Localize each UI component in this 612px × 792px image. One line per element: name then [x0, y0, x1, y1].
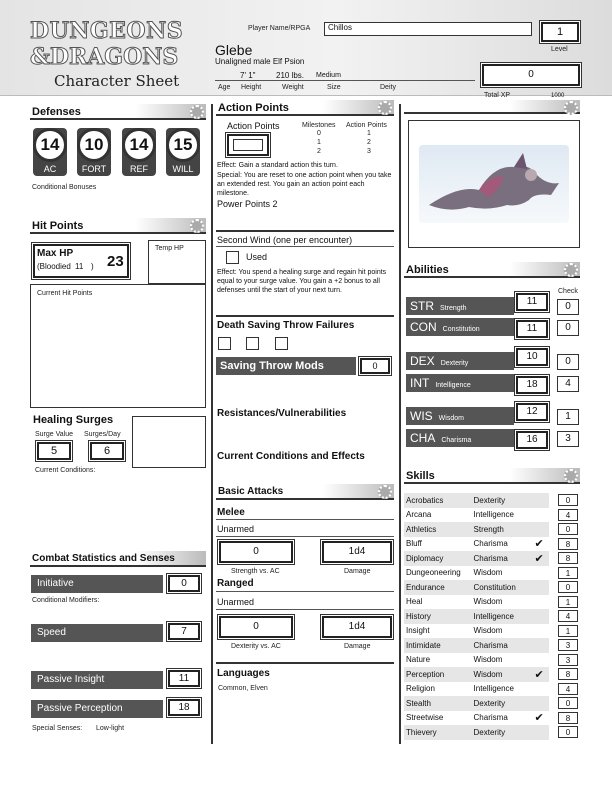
defense-ac	[33, 128, 67, 176]
skill-ability: Wisdom	[473, 626, 503, 636]
surges-notes-box[interactable]	[132, 416, 206, 468]
skill-ability: Wisdom	[473, 597, 503, 607]
skill-value-field[interactable]: 8	[558, 712, 578, 724]
skill-ability: Strength	[472, 522, 529, 537]
skill-row	[404, 696, 580, 711]
current-conditions-title: Current Conditions and Effects	[217, 451, 365, 462]
ability-con	[406, 318, 514, 336]
logo-dungeons: DUNGEONS	[30, 18, 184, 44]
skill-trained-check-icon[interactable]	[529, 682, 549, 697]
defense-label: FORT	[81, 164, 107, 174]
check-label: Check	[558, 288, 578, 295]
skill-row	[404, 682, 580, 697]
skill-row	[404, 580, 580, 595]
portrait-header	[404, 100, 580, 114]
character-description: Unaligned male Elf Psion	[215, 57, 305, 66]
skill-ability: Charisma	[473, 713, 508, 723]
skill-value-field[interactable]: 0	[558, 523, 578, 535]
ability-abbr: CON	[410, 320, 437, 334]
logo-dragons: &DRAGONS	[30, 44, 179, 70]
ability-score-field[interactable]: 10	[516, 348, 548, 366]
surge-value-field[interactable]: 5	[37, 442, 71, 460]
languages-rule	[216, 662, 394, 664]
ability-int	[406, 374, 514, 392]
ability-score-field[interactable]: 11	[516, 293, 548, 311]
skill-ability: Intelligence	[473, 510, 515, 520]
melee-weapon-line	[216, 536, 394, 537]
column-divider-left	[211, 104, 213, 744]
melee-damage-label: Damage	[344, 568, 371, 575]
hit-points-header: Hit Points	[30, 218, 206, 234]
melee-damage-field[interactable]: 1d4	[322, 541, 392, 563]
size-value[interactable]: Medium	[316, 72, 341, 79]
skill-ability: Wisdom	[472, 667, 529, 682]
defense-will	[166, 128, 200, 176]
ap-column-label: Action Points	[346, 122, 387, 129]
skill-ability: Charisma	[473, 539, 508, 549]
skill-name: Arcana	[406, 510, 432, 520]
second-wind-underline	[216, 246, 394, 247]
player-name-label: Player Name/RPGA	[248, 25, 311, 32]
skill-trained-check-icon[interactable]	[529, 638, 549, 653]
skill-name: Thievery	[404, 725, 472, 740]
level-field[interactable]: 1	[541, 22, 579, 42]
power-points: Power Points 2	[217, 199, 278, 209]
height-value[interactable]: 7' 1"	[240, 71, 256, 80]
skill-value-field[interactable]: 0	[558, 494, 578, 506]
melee-label: Melee	[217, 507, 245, 518]
skill-trained-check-icon[interactable]	[529, 653, 549, 668]
defense-label: AC	[43, 164, 57, 174]
special-senses-value: Low-light	[96, 725, 125, 732]
skill-row	[404, 653, 580, 668]
skill-row	[404, 609, 580, 624]
ability-name: Strength	[440, 305, 467, 312]
ability-check-field[interactable]: 0	[557, 354, 579, 370]
skill-name: Acrobatics	[404, 493, 472, 508]
ability-abbr: INT	[410, 376, 430, 390]
character-portrait-frame	[408, 120, 580, 248]
ability-score-field[interactable]: 12	[516, 403, 548, 421]
milestones-label: Milestones	[302, 122, 336, 129]
skill-value-field[interactable]: 8	[558, 668, 578, 680]
temp-hp-label: Temp HP	[155, 245, 184, 252]
max-hp-value: 23	[107, 253, 124, 270]
deity-label: Deity	[380, 84, 396, 91]
defense-value[interactable]: 15	[166, 128, 200, 162]
action-points-field[interactable]	[227, 134, 269, 156]
second-wind-title: Second Wind (one per encounter)	[217, 235, 353, 245]
skill-row	[404, 508, 580, 523]
skill-value-field[interactable]: 4	[558, 683, 578, 695]
second-wind-used-label: Used	[246, 252, 268, 262]
size-label: Size	[327, 84, 341, 91]
skill-name: Athletics	[404, 522, 472, 537]
ranged-rule	[216, 591, 394, 592]
passive-insight-field[interactable]: 11	[168, 670, 200, 687]
ability-abbr: CHA	[410, 431, 436, 445]
ability-score-field[interactable]: 16	[516, 431, 548, 449]
current-hp-label: Current Hit Points	[37, 290, 93, 297]
passive-perception-label: Passive Perception	[31, 700, 163, 718]
skill-row	[404, 725, 580, 740]
skill-trained-check-icon[interactable]	[529, 522, 549, 537]
skill-row	[404, 711, 580, 726]
xp-next-level: 1000	[551, 93, 565, 99]
ability-dex	[406, 352, 514, 370]
skill-row	[404, 624, 580, 639]
melee-attack-field[interactable]: 0	[219, 541, 293, 563]
skill-name: Insight	[406, 626, 430, 636]
skill-name: History	[404, 609, 472, 624]
ability-wis	[406, 407, 514, 425]
skill-name: Diplomacy	[404, 551, 472, 566]
skill-trained-check-icon[interactable]: ✔	[529, 667, 549, 682]
ranged-attack-field[interactable]: 0	[219, 616, 293, 638]
skill-ability: Dexterity	[472, 725, 529, 740]
logo-character-sheet: Character Sheet	[54, 72, 180, 90]
skill-value-field[interactable]: 1	[558, 625, 578, 637]
saving-throw-mods-label: Saving Throw Mods	[216, 357, 356, 375]
skill-ability: Charisma	[472, 551, 529, 566]
skill-value-field[interactable]: 4	[558, 610, 578, 622]
surge-value-label: Surge Value	[35, 431, 74, 438]
death-save-checkbox-1[interactable]	[218, 337, 231, 350]
conditional-modifiers-label: Conditional Modifiers:	[32, 597, 100, 604]
defense-label: WILL	[172, 164, 194, 174]
languages-title: Languages	[217, 668, 270, 679]
conditional-bonuses-label: Conditional Bonuses	[32, 184, 97, 191]
character-portrait-image	[419, 145, 569, 223]
skill-name: Intimidate	[404, 638, 472, 653]
death-save-rule	[216, 315, 394, 317]
special-senses-label: Special Senses:	[32, 725, 83, 732]
action-points-label: Action Points	[227, 121, 280, 131]
skill-trained-check-icon[interactable]	[529, 508, 549, 523]
languages-list: Common, Elven	[218, 685, 268, 692]
ability-name: Wisdom	[438, 415, 464, 422]
column-divider-right	[399, 104, 401, 744]
skill-trained-check-icon[interactable]	[529, 580, 549, 595]
defenses-header: Defenses	[30, 104, 206, 120]
ability-name: Dexterity	[440, 360, 469, 367]
skill-trained-check-icon[interactable]	[529, 566, 549, 581]
ranged-damage-label: Damage	[344, 643, 371, 650]
skill-name: Religion	[406, 684, 435, 694]
skill-name: Streetwise	[406, 713, 444, 723]
skill-value-field[interactable]: 8	[558, 552, 578, 564]
skill-value-field[interactable]: 3	[558, 654, 578, 666]
action-special: Special: You are reset to one action point when you take an extended rest. You gain an action point each milestone.	[217, 172, 392, 197]
ranged-damage-field[interactable]: 1d4	[322, 616, 392, 638]
milestone-value: 1	[317, 139, 321, 146]
skill-trained-check-icon[interactable]	[529, 696, 549, 711]
skills-table	[404, 493, 580, 740]
ability-name: Intelligence	[435, 382, 471, 389]
skill-ability: Constitution	[472, 580, 529, 595]
defense-value[interactable]: 14	[33, 128, 67, 162]
gear-icon	[564, 263, 578, 277]
milestone-ap-value: 1	[367, 130, 371, 137]
current-hp-box[interactable]	[30, 284, 206, 408]
bloodied-label: (Bloodied	[37, 262, 71, 271]
saving-throw-mods-field[interactable]: 0	[360, 358, 390, 374]
height-label: Height	[241, 84, 262, 91]
skill-trained-check-icon[interactable]: ✔	[534, 712, 544, 725]
skill-row	[404, 595, 580, 610]
xp-label: Total XP	[484, 92, 511, 99]
max-hp-label: Max HP	[37, 248, 74, 259]
gear-icon	[378, 485, 392, 499]
skill-ability: Wisdom	[473, 568, 503, 578]
bloodied-close: )	[91, 262, 94, 271]
defense-ref	[122, 128, 156, 176]
skill-ability: Dexterity	[472, 696, 529, 711]
skill-trained-check-icon[interactable]	[529, 595, 549, 610]
death-save-checkbox-3[interactable]	[275, 337, 288, 350]
temp-hp-box[interactable]	[148, 240, 206, 284]
gear-icon	[564, 101, 578, 115]
passive-insight-label: Passive Insight	[31, 671, 163, 689]
xp-field[interactable]: 0	[482, 64, 580, 86]
ability-abbr: STR	[410, 299, 434, 313]
skill-row	[404, 522, 580, 537]
defense-fort	[77, 128, 111, 176]
ability-check-field[interactable]: 0	[557, 299, 579, 315]
ability-check-field[interactable]: 0	[557, 320, 579, 336]
skill-value-field[interactable]: 8	[558, 538, 578, 550]
surges-day-label: Surges/Day	[84, 431, 121, 438]
initiative-field[interactable]: 0	[168, 575, 200, 592]
ability-score-field[interactable]: 11	[516, 320, 548, 338]
ranged-attack-label: Dexterity vs. AC	[231, 643, 281, 650]
skill-value-field[interactable]: 0	[558, 697, 578, 709]
skill-trained-check-icon[interactable]	[529, 725, 549, 740]
ranged-weapon[interactable]: Unarmed	[217, 597, 255, 607]
weight-label: Weight	[282, 84, 304, 91]
second-wind-effect: Effect: You spend a healing surge and regain hit points equal to your surge value. You gain a +2 bonus to all defenses until the start of your next turn.	[217, 269, 387, 294]
initiative-label: Initiative	[31, 575, 163, 593]
ability-abbr: WIS	[410, 409, 433, 423]
ability-str	[406, 297, 514, 315]
age-label: Age	[218, 84, 231, 91]
level-label: Level	[551, 46, 568, 53]
skill-name: Nature	[406, 655, 431, 665]
ability-score-field[interactable]: 18	[516, 376, 548, 394]
skill-trained-check-icon[interactable]	[529, 493, 549, 508]
max-hp-box[interactable]	[33, 244, 129, 278]
skill-row	[404, 566, 580, 581]
defense-value[interactable]: 10	[77, 128, 111, 162]
skill-name: Dungeoneering	[406, 568, 461, 578]
skill-name: Endurance	[404, 580, 472, 595]
milestone-value: 0	[317, 130, 321, 137]
death-save-title: Death Saving Throw Failures	[217, 320, 355, 331]
ability-check-field[interactable]: 4	[557, 376, 579, 392]
skill-name: Perception	[404, 667, 472, 682]
skill-ability: Charisma	[472, 638, 529, 653]
elf-psion-illustration	[419, 145, 569, 223]
gear-icon	[190, 219, 204, 233]
second-wind-rule	[216, 230, 394, 232]
ability-abbr: DEX	[410, 354, 435, 368]
skill-value-field[interactable]: 3	[558, 639, 578, 651]
skill-name: Stealth	[404, 696, 472, 711]
action-points-header: Action Points	[216, 100, 394, 116]
action-effect: Effect: Gain a standard action this turn.	[217, 162, 338, 169]
weight-value[interactable]: 210 lbs.	[276, 71, 305, 80]
gear-icon	[378, 101, 392, 115]
skill-ability: Wisdom	[473, 655, 503, 665]
melee-rule	[216, 519, 394, 520]
surges-per-day-field[interactable]: 6	[90, 442, 124, 460]
skill-trained-check-icon[interactable]: ✔	[534, 538, 544, 551]
player-name-field[interactable]: Chillos	[324, 22, 532, 36]
gear-icon	[190, 105, 204, 119]
combat-stats-header: Combat Statistics and Senses	[30, 551, 206, 567]
skill-trained-check-icon[interactable]	[529, 624, 549, 639]
skill-trained-check-icon[interactable]: ✔	[529, 551, 549, 566]
ranged-weapon-line	[216, 609, 394, 610]
healing-surges-title: Healing Surges	[33, 414, 114, 426]
skill-name: Heal	[406, 597, 423, 607]
skill-ability: Intelligence	[473, 684, 515, 694]
ability-name: Charisma	[441, 437, 472, 444]
melee-attack-label: Strength vs. AC	[231, 568, 280, 575]
speed-label: Speed	[31, 624, 163, 642]
abilities-header: Abilities	[404, 262, 580, 278]
bloodied-value: 11	[75, 262, 84, 271]
skill-value-field[interactable]: 1	[558, 567, 578, 579]
ability-cha	[406, 429, 514, 447]
ability-check-field[interactable]: 3	[557, 431, 579, 447]
gear-icon	[564, 469, 578, 483]
skills-header: Skills	[404, 468, 580, 484]
second-wind-used-checkbox[interactable]	[226, 251, 239, 264]
skill-row	[404, 667, 580, 682]
skill-row	[404, 537, 580, 552]
ranged-label: Ranged	[217, 578, 254, 589]
skill-row	[404, 493, 580, 508]
milestone-ap-value: 2	[367, 139, 371, 146]
skill-row	[404, 638, 580, 653]
milestone-ap-value: 3	[367, 148, 371, 155]
skill-row	[404, 551, 580, 566]
skill-value-field[interactable]: 4	[558, 509, 578, 521]
basic-attacks-header: Basic Attacks	[216, 484, 394, 500]
ability-name: Constitution	[442, 326, 480, 333]
skill-trained-check-icon[interactable]	[529, 609, 549, 624]
skill-ability: Intelligence	[472, 609, 529, 624]
current-conditions-label: Current Conditions:	[35, 467, 96, 474]
ability-check-field[interactable]: 1	[557, 409, 579, 425]
skill-value-field[interactable]: 0	[558, 726, 578, 738]
speed-field[interactable]: 7	[168, 623, 200, 640]
melee-weapon[interactable]: Unarmed	[217, 524, 255, 534]
defense-value[interactable]: 14	[122, 128, 156, 162]
skill-value-field[interactable]: 0	[558, 581, 578, 593]
details-line	[215, 80, 475, 81]
skill-name: Bluff	[406, 539, 422, 549]
skill-value-field[interactable]: 1	[558, 596, 578, 608]
passive-perception-field[interactable]: 18	[168, 699, 200, 716]
resistances-title: Resistances/Vulnerabilities	[217, 408, 347, 419]
death-save-checkbox-2[interactable]	[246, 337, 259, 350]
character-name[interactable]: Glebe	[215, 42, 253, 58]
skill-ability: Dexterity	[472, 493, 529, 508]
defense-label: REF	[130, 164, 148, 174]
milestone-value: 2	[317, 148, 321, 155]
